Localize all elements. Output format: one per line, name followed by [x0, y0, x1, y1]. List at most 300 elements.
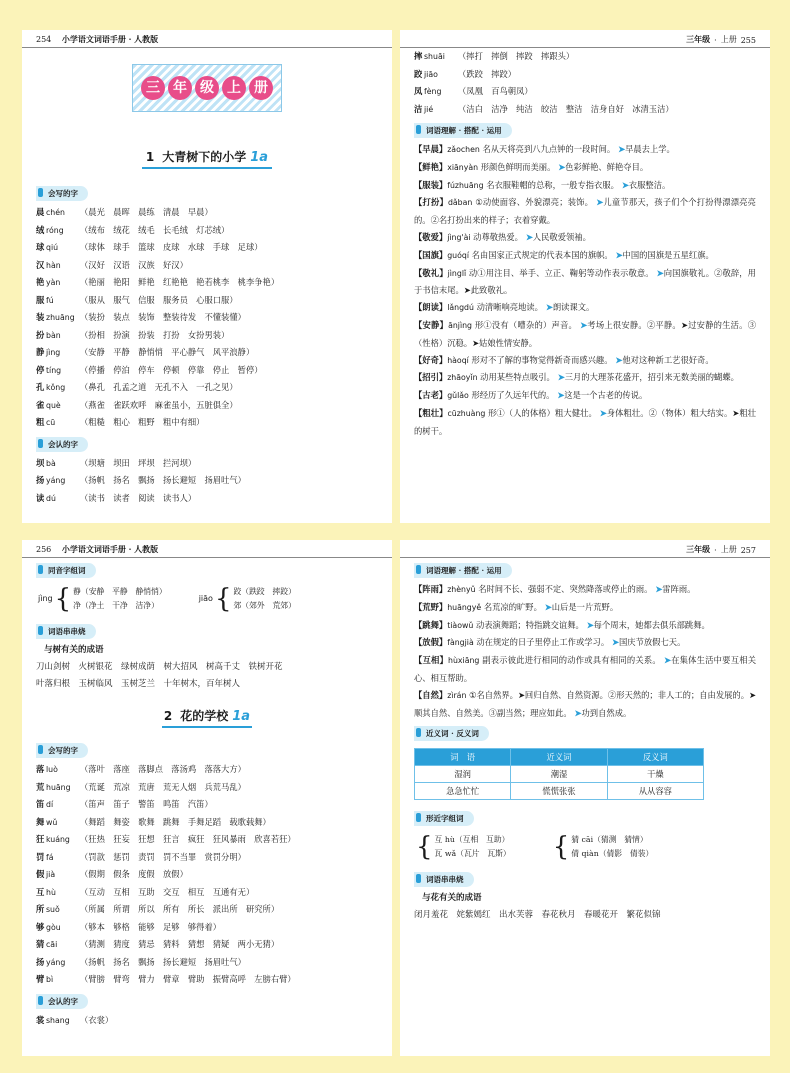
pinyin: yáng: [46, 476, 66, 485]
pinyin: hùxiāng: [448, 656, 480, 666]
arrow-icon: ➤: [618, 179, 629, 190]
banner-char: 三: [141, 76, 165, 100]
page-254: [22, 30, 392, 523]
section-tag: 形近字组词: [414, 811, 474, 826]
meaning: 形①（人的体格）粗大健壮。: [488, 407, 597, 418]
char-row: [36, 779, 378, 797]
word-list: （汉好 汉语 汉族 好汉）: [80, 259, 188, 270]
homophone-group: jìng { 静（安静 平静 静悄悄） 净（净土 干净 洁净）: [38, 584, 167, 614]
char: 静: [36, 347, 45, 357]
definition: [414, 405, 756, 440]
example: 每个周末，她都去俱乐部跳舞。: [593, 619, 710, 630]
lesson-deco-icon: 1a: [232, 709, 251, 724]
char-row: [36, 971, 378, 989]
definition: [414, 194, 756, 229]
page-header: 三年级 · 上册 257: [400, 540, 770, 558]
shape-b: 倩 qiàn（倩影 倩装）: [571, 849, 654, 859]
definition: [414, 229, 756, 247]
synonym-table: [414, 748, 704, 800]
example: 身体粗壮。②（物体）粗大结实。➤粗壮的树干。: [414, 407, 756, 436]
pinyin: jiāo: [198, 594, 213, 603]
word-list: （凤凰 百鸟朝凤）: [458, 86, 533, 96]
term: 【古老】: [414, 390, 448, 401]
meaning: 名从天将亮到八九点钟的一段时间。: [482, 144, 616, 154]
section-tag: 会认的字: [36, 994, 88, 1009]
definitions: [414, 581, 756, 721]
char: 粗: [36, 417, 45, 427]
divider: [162, 726, 252, 728]
pinyin: zìrán: [447, 690, 467, 700]
definition: [414, 299, 756, 317]
page-number: 256: [36, 545, 52, 554]
char-row: [36, 884, 378, 902]
homophone-a: 跤（跌跤 摔跤）: [233, 587, 296, 596]
word-list: （服从 服气 信服 服务员 心服口服）: [80, 294, 238, 305]
word-list: （鼻孔 孔孟之道 无孔不入 一孔之见）: [80, 382, 238, 392]
meaning: 名由国家正式规定的代表本国的旗帜。: [471, 249, 613, 260]
page-256: [22, 540, 392, 1056]
page-header: 三年级 · 上册 255: [400, 30, 770, 48]
example: 色彩鲜艳、鲜艳夺目。: [565, 161, 649, 172]
pinyin: bà: [46, 458, 56, 468]
pinyin: zhāoyǐn: [447, 373, 478, 383]
char: 球: [36, 242, 45, 252]
char: 坝: [36, 457, 45, 468]
meaning: 名荒凉的旷野。: [483, 601, 542, 612]
meaning: 形①没有（嘈杂的）声音。: [474, 319, 578, 330]
char: 所: [36, 904, 45, 914]
meaning: 动在规定的日子里停止工作或学习。: [476, 637, 610, 648]
definition: [414, 317, 756, 352]
grade-label: 三年级: [686, 34, 711, 44]
char: 臂: [36, 974, 45, 984]
char: 荒: [36, 781, 45, 792]
pinyin: yàn: [46, 278, 61, 287]
word-list: （荒诞 荒凉 荒唐 荒无人烟 兵荒马乱）: [80, 781, 246, 792]
arrow-icon: ➤: [660, 655, 671, 666]
char: 摔: [414, 51, 423, 61]
arrow-icon: ➤: [615, 144, 626, 154]
word-list: （装扮 装点 装饰 整装待发 不懂装懂）: [80, 312, 246, 322]
char-row: [36, 292, 378, 310]
char-row: [36, 472, 378, 490]
char-row: [36, 344, 378, 362]
example: 山后是一片荒野。: [551, 601, 619, 612]
char-row: [36, 397, 378, 415]
char-row: [36, 327, 378, 345]
pinyin: shang: [46, 1015, 70, 1025]
grade-label: 三年级: [686, 544, 711, 554]
book-title: 小学语文词语手册 · 人教版: [61, 544, 159, 554]
meaning: 动用某些特点吸引。: [480, 372, 555, 383]
term: 【敬爱】: [414, 231, 448, 242]
word-list: （所属 所谓 所以 所有 所长 派出所 研究所）: [80, 904, 280, 914]
char: 停: [36, 364, 45, 375]
char: 舞: [36, 816, 45, 827]
char: 艳: [36, 277, 45, 287]
meaning: ①名自然界。➤回归自然、自然资源。②形天然的；非人工的；自由发展的。➤顺其自然、自然美。③副当然；理应如此。: [414, 689, 756, 718]
pinyin: jiāo: [424, 69, 438, 79]
term: 【敬礼】: [414, 267, 448, 278]
banner-char: 年: [168, 76, 192, 100]
page-header: [22, 540, 392, 558]
meaning: 形对不了解的事物觉得新奇而感兴趣。: [471, 354, 613, 365]
char-row: [36, 490, 378, 508]
word-list: （猜测 猜度 猜忌 猜料 猜想 猜疑 两小无猜）: [80, 939, 280, 949]
word-list: （笛声 笛子 警笛 鸣笛 汽笛）: [80, 799, 213, 809]
definition: [414, 652, 756, 687]
word-list: （绒布 绒花 绒毛 长毛绒 灯芯绒）: [80, 224, 230, 235]
pinyin: huāng: [46, 782, 71, 792]
arrow-icon: ➤: [577, 319, 588, 330]
char-row: [36, 1012, 378, 1030]
chain-subtitle: 与树有关的成语: [44, 645, 104, 655]
char: 洁: [414, 103, 423, 114]
section-tag: 词语串串烧: [414, 872, 474, 887]
meaning: 动①用注目、举手、立正、鞠躬等动作表示敬意。: [468, 267, 654, 278]
pinyin: qiú: [46, 243, 59, 252]
char-row: [36, 239, 378, 257]
example: 国庆节放假七天。: [618, 637, 686, 648]
pinyin: zǎochen: [447, 145, 480, 154]
char-row: [36, 866, 378, 884]
term: 【鲜艳】: [414, 161, 448, 172]
write-list: [36, 204, 378, 432]
shape-a: 互 hù（互相 互助）: [434, 835, 510, 845]
word-list: （互动 互相 互助 交互 相互 互通有无）: [80, 886, 255, 897]
term: 【跳舞】: [414, 619, 448, 630]
pinyin: wǔ: [46, 817, 58, 827]
meaning: 形经历了久远年代的。: [471, 390, 555, 401]
arrow-icon: ➤: [554, 372, 565, 383]
example: 向国旗敬礼。②敬辞，用于书信末尾。➤此致敬礼。: [414, 267, 756, 296]
meaning: 形颜色鲜明而美丽。: [480, 161, 556, 172]
definition: [414, 177, 756, 195]
word-list: （衣裳）: [80, 1014, 114, 1025]
lesson-title: [22, 148, 392, 169]
pinyin: bàn: [46, 330, 61, 340]
term: 【打扮】: [414, 197, 448, 208]
char-row: [36, 761, 378, 779]
lesson-deco-icon: 1a: [250, 150, 269, 165]
arrow-icon: ➤: [652, 584, 663, 594]
pinyin: zhuāng: [46, 313, 75, 322]
term: 【互相】: [414, 655, 449, 666]
definition: [414, 634, 756, 652]
char: 猜: [36, 939, 45, 949]
term-label: 上册: [720, 35, 737, 44]
word-list: （舞蹈 舞姿 歌舞 跳舞 手舞足蹈 载歌载舞）: [80, 816, 271, 827]
write-list: [36, 761, 378, 989]
word-list: （臂膀 臂弯 臂力 臂章 臂助 振臂高呼 左膀右臂）: [80, 974, 296, 984]
char: 假: [36, 869, 45, 879]
char: 凤: [414, 86, 423, 96]
definition: [414, 687, 756, 722]
char-row: [36, 831, 378, 849]
arrow-icon: ➤: [555, 161, 566, 172]
pinyin: xiānyàn: [447, 162, 479, 172]
char-row: [36, 849, 378, 867]
term: 【放假】: [414, 637, 448, 648]
pinyin: jìnglǐ: [447, 268, 467, 278]
section-tag: 同音字组词: [36, 563, 96, 578]
definition: [414, 141, 756, 159]
pinyin: fèng: [424, 87, 442, 96]
idiom-line: 刀山剑树 火树银花 绿树成荫 树大招风 树高千丈 铁树开花: [36, 662, 283, 672]
pinyin: dí: [46, 800, 54, 809]
pinyin: jià: [46, 870, 56, 879]
definition: [414, 352, 756, 370]
page-header: [22, 30, 392, 48]
char-row: [36, 919, 378, 937]
pinyin: hàn: [46, 260, 61, 270]
pinyin: hù: [46, 887, 56, 897]
pinyin: bì: [46, 975, 54, 984]
pinyin: yáng: [46, 957, 66, 967]
pinyin: róng: [46, 225, 64, 235]
word-list: （停播 停泊 停车 停顿 停靠 停止 暂停）: [80, 364, 263, 375]
char-row: [36, 814, 378, 832]
lesson-name: 大青树下的小学: [162, 150, 247, 164]
char: 跤: [414, 68, 423, 79]
word-list: （假期 假条 度假 放假）: [80, 869, 188, 879]
example: 在集体生活中要互相关心、相互帮助。: [414, 655, 756, 683]
char: 落: [36, 764, 45, 774]
pinyin: tiàowǔ: [447, 620, 474, 630]
term: 【粗壮】: [414, 407, 448, 418]
word-list: （艳丽 艳阳 鲜艳 红艳艳 艳若桃李 桃李争艳）: [80, 277, 280, 287]
char-row: [36, 257, 378, 275]
word-list: （坝塘 坝田 坪坝 拦河坝）: [80, 457, 197, 468]
term: 【荒野】: [414, 601, 448, 612]
char: 绒: [36, 224, 45, 235]
meaning: 动清晰响亮地读。: [476, 302, 543, 313]
banner-char: 级: [195, 76, 219, 100]
char: 雀: [36, 399, 45, 410]
example: 人民敬爱领袖。: [532, 231, 591, 242]
pinyin: fúzhuāng: [447, 180, 484, 190]
meaning: 动尊敬热爱。: [473, 231, 523, 242]
page-number: 254: [36, 35, 52, 44]
idiom-line: 叶落归根 玉树临风 玉树芝兰 十年树木，百年树人: [36, 679, 241, 689]
char-row: [36, 379, 378, 397]
example: 三月的大理茶花盛开，招引来无数美丽的蝴蝶。: [564, 372, 739, 383]
char-row: [36, 954, 378, 972]
table-row: [415, 766, 704, 783]
pinyin: fàngjià: [447, 638, 474, 648]
arrow-icon: ➤: [554, 390, 565, 401]
table-cell: 从从容容: [607, 783, 703, 800]
definition: [414, 159, 756, 177]
chain-subtitle: 与花有关的成语: [422, 893, 482, 904]
definition: [414, 387, 756, 405]
term: 【阵雨】: [414, 584, 448, 594]
table-header: 反义词: [607, 749, 703, 766]
example: 衣服整洁。: [628, 179, 671, 190]
char-row: [414, 83, 756, 101]
example: 儿童节那天，孩子们个个打扮得漂漂亮亮的。②名打扮出来的样子；衣着穿戴。: [414, 197, 756, 226]
char-row: [36, 455, 378, 473]
word-list: （洁白 洁净 纯洁 皎洁 整洁 洁身自好 冰清玉洁）: [458, 103, 674, 114]
example: 朗读课文。: [552, 302, 595, 313]
word-list: （落叶 落座 落脚点 落汤鸡 落落大方）: [80, 764, 246, 774]
definition: [414, 369, 756, 387]
pinyin: shuāi: [424, 52, 445, 61]
word-list: （扮相 扮演 扮装 打扮 女扮男装）: [80, 329, 230, 340]
divider: [142, 167, 272, 169]
char: 扬: [36, 956, 45, 967]
pinyin: huāngyě: [447, 602, 482, 612]
char-row: [36, 204, 378, 222]
lesson-number: 1: [145, 150, 155, 164]
char: 装: [36, 312, 45, 322]
meaning: 名时间不长、强弱不定、突然降落或停止的雨。: [478, 584, 653, 594]
pinyin: cū: [46, 418, 56, 427]
word-list: （罚款 惩罚 责罚 罚不当罪 赏罚分明）: [80, 851, 246, 862]
word-list: （安静 平静 静悄悄 平心静气 风平浪静）: [80, 347, 255, 357]
example: 雷阵雨。: [662, 584, 696, 594]
idiom-line: 闭月羞花 姹紫嫣红 出水芙蓉 春花秋月 春暖花开 繁花似锦: [414, 910, 661, 921]
table-cell: 干燥: [607, 766, 703, 783]
homophone-b: 郊（郊外 荒郊）: [233, 601, 296, 610]
definition: [414, 599, 756, 617]
example: 功到自然成。: [581, 707, 632, 718]
word-list: （球体 球手 篮球 皮球 水球 手球 足球）: [80, 242, 263, 252]
table-header: 近义词: [511, 749, 607, 766]
meaning: 名衣服鞋帽的总称，一般专指衣服。: [486, 179, 619, 190]
pinyin: zhènyǔ: [447, 585, 476, 594]
arrow-icon: ➤: [612, 249, 623, 260]
homophone-group: jiāo { 跤（跌跤 摔跤） 郊（郊外 荒郊）: [198, 584, 296, 614]
grade-banner: [132, 64, 282, 112]
arrow-icon: ➤: [571, 707, 582, 718]
pinyin: gǔlǎo: [447, 391, 469, 401]
word-list: （燕雀 雀跃欢呼 麻雀虽小，五脏俱全）: [80, 399, 238, 410]
page-255: [400, 30, 770, 523]
section-tag: 会写的字: [36, 743, 88, 758]
char: 够: [36, 921, 45, 932]
pinyin: guóqí: [447, 250, 469, 260]
book-title: 小学语文词语手册 · 人教版: [61, 34, 159, 44]
shape-group: { 猜 cāi（猜测 猜情） 倩 qiàn（倩影 倩装）: [552, 832, 654, 863]
term-label: 上册: [720, 545, 737, 554]
meaning: 副表示彼此进行相同的动作或具有相同的关系。: [482, 655, 661, 666]
arrow-icon: ➤: [653, 267, 664, 278]
arrow-icon: ➤: [593, 197, 604, 208]
word-list: （读书 读者 阅读 读书人）: [80, 492, 197, 503]
char: 扮: [36, 329, 45, 340]
pinyin: fú: [46, 295, 54, 305]
term: 【安静】: [414, 319, 449, 330]
table-cell: 湿润: [415, 766, 511, 783]
char: 狂: [36, 834, 45, 844]
char: 互: [36, 886, 45, 897]
pinyin: dǎban: [447, 198, 473, 208]
pinyin: cāi: [46, 940, 58, 949]
section-tag: 词语理解 · 搭配 · 运用: [414, 123, 512, 138]
term: 【招引】: [414, 372, 448, 383]
arrow-icon: ➤: [583, 619, 594, 630]
word-list: （扬帆 扬名 飘扬 扬长避短 扬眉吐气）: [80, 956, 246, 967]
section-tag: 词语理解 · 搭配 · 运用: [414, 563, 512, 578]
definition: [414, 581, 756, 599]
example: 考场上很安静。②平静。➤过安静的生活。③（性格）沉稳。➤姑娘性情安静。: [414, 319, 756, 348]
word-list: （跌跤 摔跤）: [458, 68, 517, 79]
shape-b: 瓦 wǎ（瓦片 瓦斯）: [434, 849, 511, 859]
shape-group: { 互 hù（互相 互助） 瓦 wǎ（瓦片 瓦斯）: [416, 832, 511, 863]
char: 裳: [36, 1014, 45, 1025]
char-row: [36, 222, 378, 240]
banner-char: 上: [222, 76, 246, 100]
table-cell: 慌慌张张: [511, 783, 607, 800]
pinyin: jìng'ài: [447, 232, 471, 242]
term: 【好奇】: [414, 354, 448, 365]
char: 扬: [36, 475, 45, 485]
section-tag: 会认的字: [36, 437, 88, 452]
example: 这是一个古老的传说。: [564, 390, 648, 401]
page-number: 257: [740, 546, 756, 555]
char: 孔: [36, 382, 45, 392]
page-257: [400, 540, 770, 1056]
definitions: [414, 141, 756, 440]
pinyin: jìng: [38, 594, 53, 603]
word-list: （晨光 晨晖 晨练 清晨 早晨）: [80, 207, 213, 217]
char: 笛: [36, 799, 45, 809]
pinyin: dú: [46, 493, 56, 503]
char: 汉: [36, 259, 45, 270]
pinyin: kuáng: [46, 835, 70, 844]
term: 【早晨】: [414, 144, 448, 154]
word-list: （狂热 狂妄 狂想 狂言 疯狂 狂风暴雨 欣喜若狂）: [80, 834, 296, 844]
definition: [414, 265, 756, 300]
example: 他对这种新工艺很好奇。: [622, 354, 714, 365]
char-row: [414, 66, 756, 84]
homophone-a: 静（安静 平静 静悄悄）: [73, 587, 167, 596]
char-row: [36, 309, 378, 327]
section-tag: 会写的字: [36, 186, 88, 201]
pinyin: hàoqí: [447, 355, 469, 365]
char: 服: [36, 294, 45, 305]
word-list: （扬帆 扬名 飘扬 扬长避短 扬眉吐气）: [80, 475, 246, 485]
term: 【朗读】: [414, 302, 448, 313]
table-row: [415, 783, 704, 800]
lesson-name: 花的学校: [180, 709, 229, 723]
pinyin: gòu: [46, 922, 61, 932]
word-list: （摔打 摔倒 摔跤 摔跟头）: [458, 51, 575, 61]
term: 【自然】: [414, 689, 448, 700]
word-list: （够本 够格 能够 足够 够得着）: [80, 921, 222, 932]
recog-list: [36, 1012, 378, 1030]
pinyin: lǎngdú: [447, 303, 474, 313]
char-row: [36, 936, 378, 954]
pinyin: jìng: [46, 348, 61, 357]
arrow-icon: ➤: [522, 231, 533, 242]
char: 晨: [36, 207, 45, 217]
char-row: [36, 414, 378, 432]
table-cell: 潮湿: [511, 766, 607, 783]
example: 早晨去上学。: [625, 144, 675, 154]
meaning: 动表演舞蹈；特指跳交谊舞。: [475, 619, 584, 630]
pinyin: luò: [46, 765, 58, 774]
homophone-b: 净（净土 干净 洁净）: [73, 601, 159, 610]
char: 读: [36, 492, 45, 503]
pinyin: suǒ: [46, 905, 60, 914]
pinyin: tíng: [46, 365, 62, 375]
pinyin: què: [46, 400, 61, 410]
banner-char: 册: [249, 76, 273, 100]
lesson-number: 2: [163, 709, 173, 723]
char-row: [414, 48, 756, 66]
